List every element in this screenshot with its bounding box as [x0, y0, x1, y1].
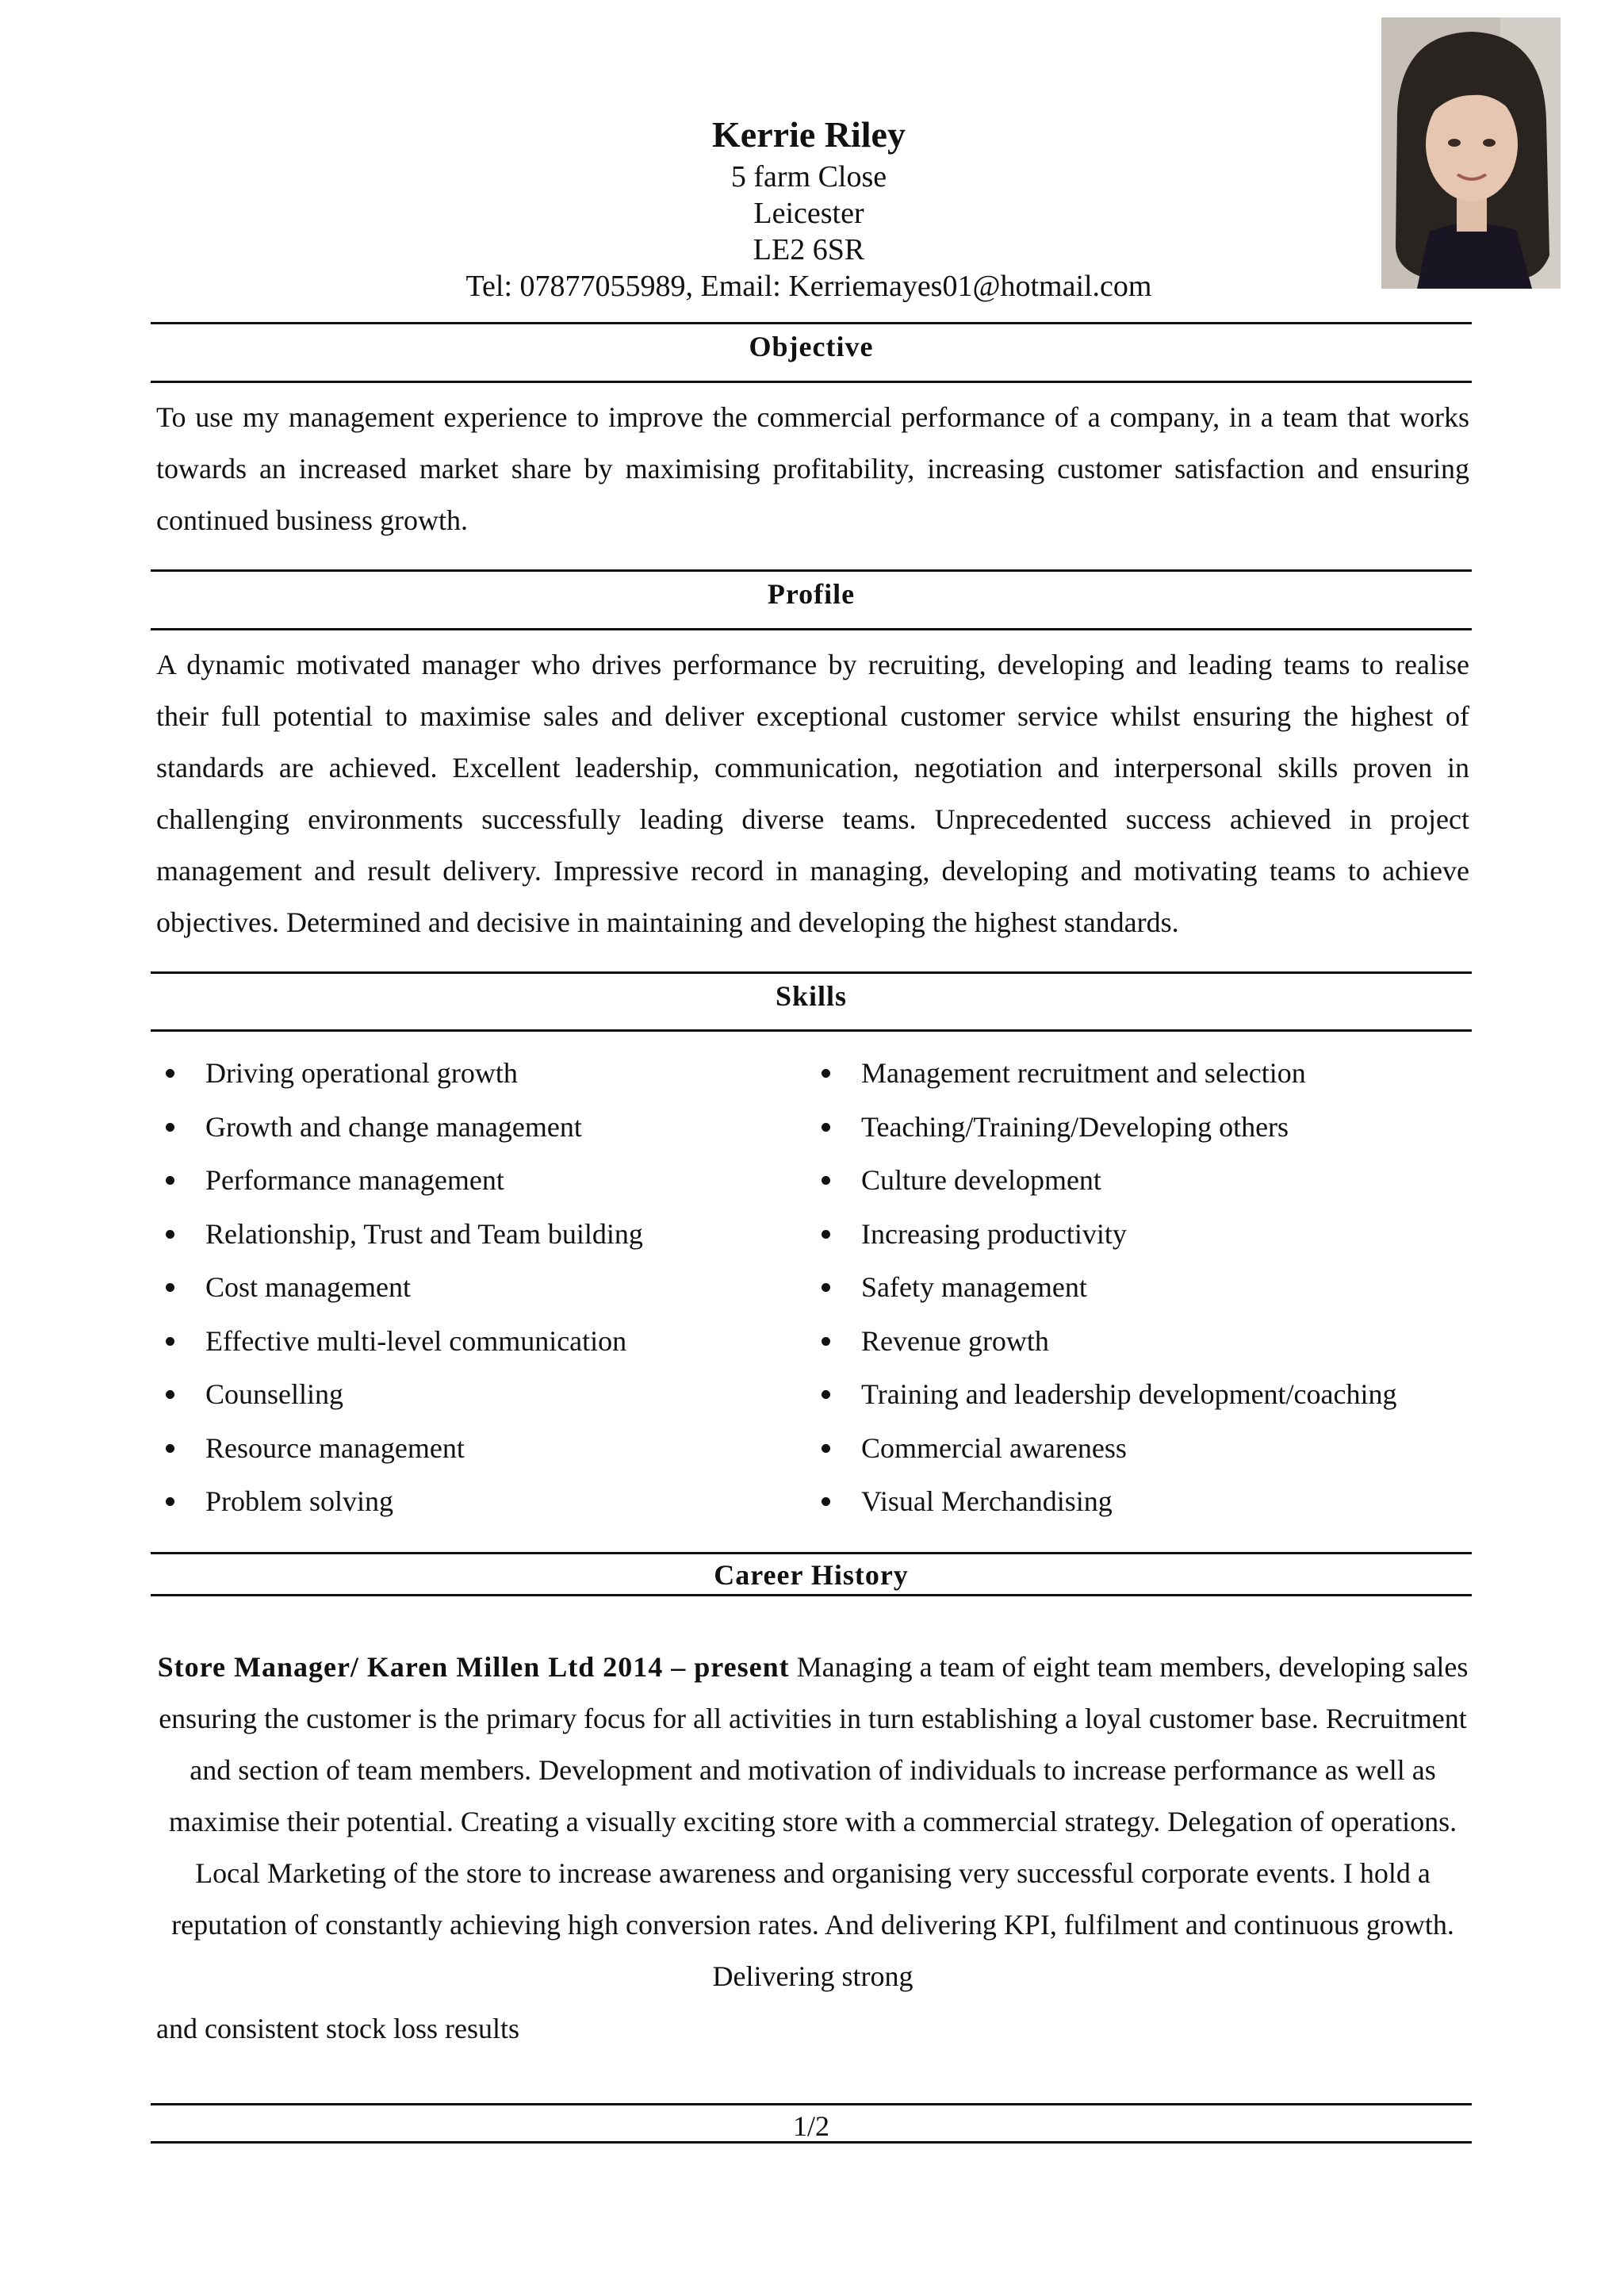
skill-item: Effective multi-level communication — [156, 1315, 643, 1369]
skills-title: Skills — [775, 980, 848, 1012]
objective-text — [156, 392, 1469, 546]
skill-item: Performance management — [156, 1154, 643, 1208]
skill-item: Management recruitment and selection — [812, 1047, 1397, 1101]
rule-skills-top — [151, 971, 1472, 974]
bullet-icon — [166, 1497, 174, 1506]
bullet-icon — [166, 1176, 174, 1185]
skill-item: Problem solving — [156, 1475, 643, 1529]
rule-career-bottom — [151, 1594, 1472, 1596]
page-number: 1/2 — [792, 2110, 829, 2142]
skill-item: Cost management — [156, 1261, 643, 1315]
header — [151, 111, 1467, 305]
skill-item: Commercial awareness — [812, 1422, 1397, 1476]
skills-right-column — [812, 1047, 1397, 1529]
skills-left-column — [156, 1047, 643, 1529]
bullet-icon — [822, 1444, 830, 1453]
address-line-2: Leicester — [753, 197, 864, 230]
career-entry — [156, 1642, 1469, 2002]
rule-objective-bottom — [151, 381, 1472, 383]
rule-footer-top — [151, 2103, 1472, 2105]
bullet-icon — [822, 1337, 830, 1346]
bullet-icon — [166, 1283, 174, 1292]
skill-item: Revenue growth — [812, 1315, 1397, 1369]
job-description-tail: and consistent stock loss results — [156, 2013, 519, 2044]
rule-profile-top — [151, 569, 1472, 572]
skill-item: Safety management — [812, 1261, 1397, 1315]
skill-item: Driving operational growth — [156, 1047, 643, 1101]
bullet-icon — [822, 1230, 830, 1239]
profile-text — [156, 639, 1469, 948]
bullet-icon — [166, 1069, 174, 1078]
career-title: Career History — [714, 1559, 909, 1591]
skill-item: Visual Merchandising — [812, 1475, 1397, 1529]
bullet-icon — [822, 1176, 830, 1185]
bullet-icon — [822, 1390, 830, 1399]
bullet-icon — [166, 1444, 174, 1453]
bullet-icon — [166, 1123, 174, 1132]
candidate-name: Kerrie Riley — [712, 114, 906, 155]
objective-title: Objective — [749, 331, 874, 362]
contact-line: Tel: 07877055989, Email: Kerriemayes01@hotmail.com — [465, 270, 1152, 303]
skill-item: Increasing productivity — [812, 1208, 1397, 1262]
skill-item: Training and leadership development/coaching — [812, 1368, 1397, 1422]
skill-item: Teaching/Training/Developing others — [812, 1101, 1397, 1155]
address-line-3: LE2 6SR — [753, 233, 865, 266]
job-description: Managing a team of eight team members, developing sales ensuring the customer is the primary focus for all activities in turn establishing a loyal customer base. Recruitment and section of team members. Development and motivation of individuals to increase performance as well as maximise their potential. Creating a visually exciting store with a commercial strategy. Delegation of operations. Local Marketing of the store to increase awareness and organising very successful corporate events. I hold a reputation of constantly achieving high conversion rates. And delivering KPI, fulfilment and continuous growth. Delivering strong — [159, 1651, 1469, 1992]
address-line-1: 5 farm Close — [730, 160, 887, 193]
profile-paragraph: A dynamic motivated manager who drives performance by recruiting, developing and leading teams to realise their full potential to maximise sales and deliver exceptional customer service whilst ensuring the highest of standards are achieved. Excellent leadership, communication, negotiation and interpersonal skills proven in challenging environments successfully leading diverse teams. Unprecedented success achieved in project management and result delivery. Impressive record in managing, developing and motivating teams to achieve objectives. Determined and decisive in maintaining and developing the highest standards. — [156, 649, 1469, 938]
skill-item: Relationship, Trust and Team building — [156, 1208, 643, 1262]
profile-photo — [1381, 17, 1561, 289]
skill-item: Counselling — [156, 1368, 643, 1422]
objective-paragraph: To use my management experience to improve the commercial performance of a company, in a team that works towards an increased market share by maximising profitability, increasing customer satisfaction and ensuring continued business growth. — [156, 401, 1469, 536]
rule-objective-top — [151, 322, 1472, 324]
skill-item: Resource management — [156, 1422, 643, 1476]
profile-title: Profile — [767, 578, 856, 610]
bullet-icon — [166, 1230, 174, 1239]
rule-career-top — [151, 1552, 1472, 1554]
rule-footer-bottom — [151, 2141, 1472, 2144]
skill-item: Growth and change management — [156, 1101, 643, 1155]
rule-skills-bottom — [151, 1029, 1472, 1032]
rule-profile-bottom — [151, 628, 1472, 630]
bullet-icon — [822, 1283, 830, 1292]
bullet-icon — [822, 1069, 830, 1078]
job-heading: Store Manager/ Karen Millen Ltd 2014 – present — [157, 1651, 790, 1683]
bullet-icon — [822, 1497, 830, 1506]
bullet-icon — [166, 1337, 174, 1346]
bullet-icon — [166, 1390, 174, 1399]
bullet-icon — [822, 1123, 830, 1132]
skill-item: Culture development — [812, 1154, 1397, 1208]
profile-photo-illustration — [1381, 17, 1561, 289]
